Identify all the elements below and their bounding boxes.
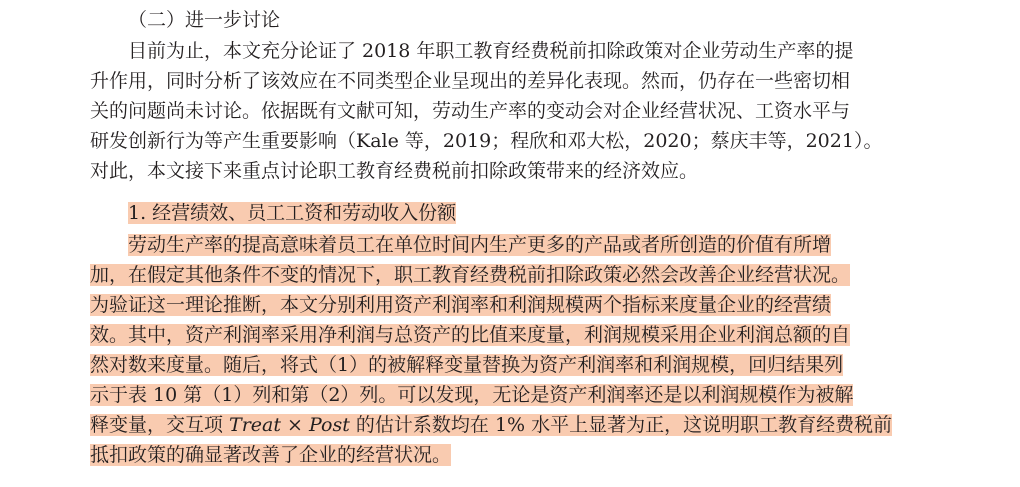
formula-treat-post: Treat × Post	[229, 414, 350, 436]
highlighted-text: 示于表 10 第（1）列和第（2）列。可以发现，无论是资产利润率还是以利润规模作为被解	[90, 384, 854, 406]
subsection-heading: 1. 经营绩效、员工工资和劳动收入份额	[128, 202, 457, 224]
highlighted-line	[90, 290, 831, 320]
highlighted-line	[90, 350, 843, 380]
paragraph-line: 升作用，同时分析了该效应在不同类型企业呈现出的差异化表现。然而，仍存在一些密切相	[90, 70, 851, 92]
highlighted-text: 效。其中，资产利润率采用净利润与总资产的比值来度量，利润规模采用企业利润总额的自	[90, 324, 851, 346]
highlighted-line	[90, 260, 850, 290]
highlighted-line	[90, 320, 850, 350]
highlighted-line	[90, 380, 853, 410]
paragraph-line: 关的问题尚未讨论。依据既有文献可知，劳动生产率的变动会对企业经营状况、工资水平与	[90, 100, 851, 122]
highlighted-text: 加，在假定其他条件不变的情况下，职工教育经费税前扣除政策必然会改善企业经营状况。	[90, 264, 851, 286]
section-heading: （二）进一步讨论	[128, 9, 281, 31]
highlighted-text: 劳动生产率的提高意味着员工在单位时间内生产更多的产品或者所创造的价值有所增	[128, 234, 832, 256]
highlighted-text: 然对数来度量。随后，将式（1）的被解释变量替换为资产利润率和利润规模，回归结果列	[90, 354, 844, 376]
subsection-heading-line	[128, 198, 456, 228]
highlighted-line	[90, 410, 892, 440]
highlighted-text: 抵扣政策的确显著改善了企业的经营状况。	[90, 444, 452, 466]
highlighted-text-part: 释变量，交互项	[90, 414, 230, 436]
paragraph-line: 目前为止，本文充分论证了 2018 年职工教育经费税前扣除政策对企业劳动生产率的提	[128, 40, 854, 62]
highlighted-text-part: 的估计系数均在 1% 水平上显著为正，这说明职工教育经费税前	[349, 414, 893, 436]
paragraph-line: 对此，本文接下来重点讨论职工教育经费税前扣除政策带来的经济效应。	[90, 160, 699, 182]
highlighted-line	[90, 440, 451, 470]
highlighted-text: 为验证这一理论推断，本文分别利用资产利润率和利润规模两个指标来度量企业的经营绩	[90, 294, 832, 316]
highlighted-text	[90, 414, 892, 436]
paragraph-line: 研发创新行为等产生重要影响（Kale 等，2019；程欣和邓大松，2020；蔡庆丰等，2021）。	[90, 130, 883, 152]
highlighted-line	[128, 230, 831, 260]
